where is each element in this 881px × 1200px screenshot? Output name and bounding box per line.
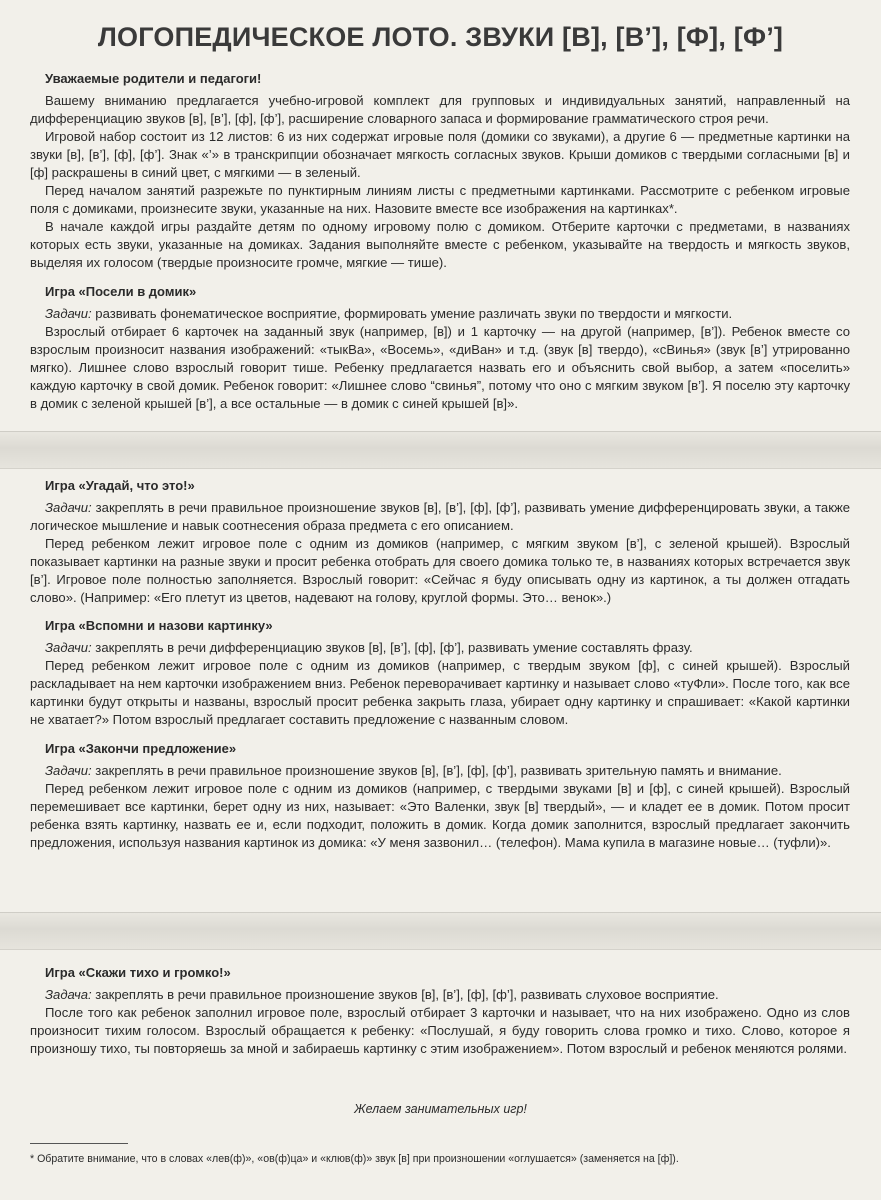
- game-2-paragraph: Перед ребенком лежит игровое поле с одним из домиков (например, с мягким звуком [в’], с зеленой крышей). Взрослый показывает картинки на разные звуки и просит ребенка отобрать для своего домика только те, в названиях которых встречается звук [в’]. Игровое поле полностью заполняется. Взрослый говорит: «Сейчас я буду описывать одну из картинок, а ты должен отгадать слово». (Например: «Его плетут из цветов, надевают на голову, круглой формы. Это… венок».): [30, 536, 850, 605]
- game-2-heading: Игра «Угадай, что это!»: [45, 478, 195, 493]
- game-4-heading: Игра «Закончи предложение»: [45, 741, 237, 756]
- game-1-section: [30, 284, 850, 413]
- intro-paragraph-3: Перед началом занятий разрежьте по пунктирным линиям листы с предметными картинками. Рассмотрите с ребенком игровые поля с домиками, произнесите звуки, указанные на них. Назовите вместе все изображения на картинках*.: [30, 183, 850, 216]
- task-text: закреплять в речи правильное произношение звуков [в], [в’], [ф], [ф’], развивать умение дифференцировать звуки, а также логическое мышление и навык соотнесения образа предмета с его описанием.: [30, 500, 850, 533]
- game-3-paragraph: Перед ребенком лежит игровое поле с одним из домиков (например, с твердым звуком [ф], с синей крышей). Взрослый раскладывает на нем карточки изображением вниз. Ребенок переворачивает картинку и называет слово «туФли». После того, как все картинки будут открыты и названы, взрослый просит ребенка закрыть глаза, убирает одну картинку и спрашивает: «Какой картинки не хватает?» Потом взрослый предлагает составить предложение с названным словом.: [30, 658, 850, 727]
- intro-heading: Уважаемые родители и педагоги!: [45, 71, 262, 86]
- intro-section: [30, 71, 850, 272]
- game-1-heading: Игра «Посели в домик»: [45, 284, 197, 299]
- fold-line: [0, 912, 881, 950]
- game-1-task: [30, 305, 850, 323]
- intro-paragraph-1: Вашему вниманию предлагается учебно-игровой комплект для групповых и индивидуальных занятий, направленный на дифференциацию звуков [в], [в’], [ф], [ф’], расширение словарного запаса и формирование грамматического строя речи.: [30, 93, 850, 126]
- game-1-paragraph: Взрослый отбирает 6 карточек на заданный звук (например, [в]) и 1 карточку — на другой (например, [в’]). Ребенок вместе со взрослым произносит названия изображений: «тыкВа», «Восемь», «диВан» и т.д. (звук [в] твердо), «сВинья» (звук [в’] утрированно мягко). Лишнее слово взрослый говорит тише. Ребенку предлагается назвать его и объяснить свой выбор, а затем «поселить» каждую карточку в свой домик. Ребенок говорит: «Лишнее слово “свинья”, потому что оно с мягким звуком [в’]. Я поселю эту карточку в домик с зеленой крышей [в’], а все остальные — в домик с синей крышей [в]».: [30, 324, 850, 411]
- game-4-task: [30, 762, 850, 780]
- task-label: Задачи:: [45, 500, 92, 515]
- task-text: закреплять в речи правильное произношение звуков [в], [в’], [ф], [ф’], развивать слуховое восприятие.: [91, 987, 719, 1002]
- page-title: ЛОГОПЕДИЧЕСКОЕ ЛОТО. ЗВУКИ [В], [В’], [Ф], [Ф’]: [97, 22, 784, 52]
- task-label: Задача:: [45, 987, 92, 1002]
- game-3-task: [30, 639, 850, 657]
- closing-wish: Желаем занимательных игр!: [354, 1102, 527, 1116]
- intro-paragraph-2: Игровой набор состоит из 12 листов: 6 из них содержат игровые поля (домики со звуками), а другие 6 — предметные картинки на звуки [в], [в’], [ф], [ф’]. Знак «’» в транскрипции обозначает мягкость согласных звуков. Крыши домиков с твердыми согласными [в] и [ф] раскрашены в синий цвет, с мягкими — в зеленый.: [30, 129, 850, 180]
- task-text: закреплять в речи дифференциацию звуков [в], [в’], [ф], [ф’], развивать умение составлять фразу.: [91, 640, 693, 655]
- game-4-section: [30, 741, 850, 852]
- game-5-heading: Игра «Скажи тихо и громко!»: [45, 965, 231, 980]
- game-3-section: [30, 618, 850, 729]
- fold-line: [0, 431, 881, 469]
- game-2-section: [30, 478, 850, 607]
- game-5-section: [30, 965, 850, 1058]
- footnote: * Обратите внимание, что в словах «лев(ф)», «ов(ф)ца» и «клюв(ф)» звук [в] при произношении «оглушается» (заменяется на [ф]).: [30, 1153, 679, 1165]
- task-label: Задачи:: [45, 640, 92, 655]
- intro-paragraph-4: В начале каждой игры раздайте детям по одному игровому полю с домиком. Отберите карточки с предметами, в названиях которых есть звуки, указанные на домиках. Задания выполняйте вместе с ребенком, указывайте на твердость и мягкость звуков, выделяя их голосом (твердые произносите громче, мягкие — тише).: [30, 219, 850, 270]
- game-5-paragraph: После того как ребенок заполнил игровое поле, взрослый отбирает 3 карточки и называет, что на них изображено. Одно из слов произносит тихим голосом. Взрослый обращается к ребенку: «Послушай, я буду говорить слова громко и тихо. Слово, которое я произношу тихо, ты повторяешь за мной и забираешь картинку с этим изображением». Потом взрослый и ребенок меняются ролями.: [30, 1005, 850, 1056]
- task-text: закреплять в речи правильное произношение звуков [в], [в’], [ф], [ф’], развивать зрительную память и внимание.: [91, 763, 782, 778]
- footnote-rule: [30, 1143, 128, 1144]
- task-label: Задачи:: [45, 763, 92, 778]
- game-4-paragraph: Перед ребенком лежит игровое поле с одним из домиков (например, с твердыми звуками [в] и [ф], с синей крышей). Взрослый перемешивает все картинки, берет одну из них, называет: «Это Валенки, звук [в] твердый», — и кладет ее в домик. Потом просит ребенка взять картинку, назвать ее и, если подходит, положить в домик. Когда домик заполнится, взрослый предлагает закончить предложения, используя названия картинок из домика: «У меня зазвонил… (телефон). Мама купила в магазине новые… (туфли)».: [30, 781, 850, 850]
- game-2-task: [30, 499, 850, 535]
- task-text: развивать фонематическое восприятие, формировать умение различать звуки по твердости и мягкости.: [91, 306, 733, 321]
- task-label: Задачи:: [45, 306, 92, 321]
- game-5-task: [30, 986, 850, 1004]
- game-3-heading: Игра «Вспомни и назови картинку»: [45, 618, 273, 633]
